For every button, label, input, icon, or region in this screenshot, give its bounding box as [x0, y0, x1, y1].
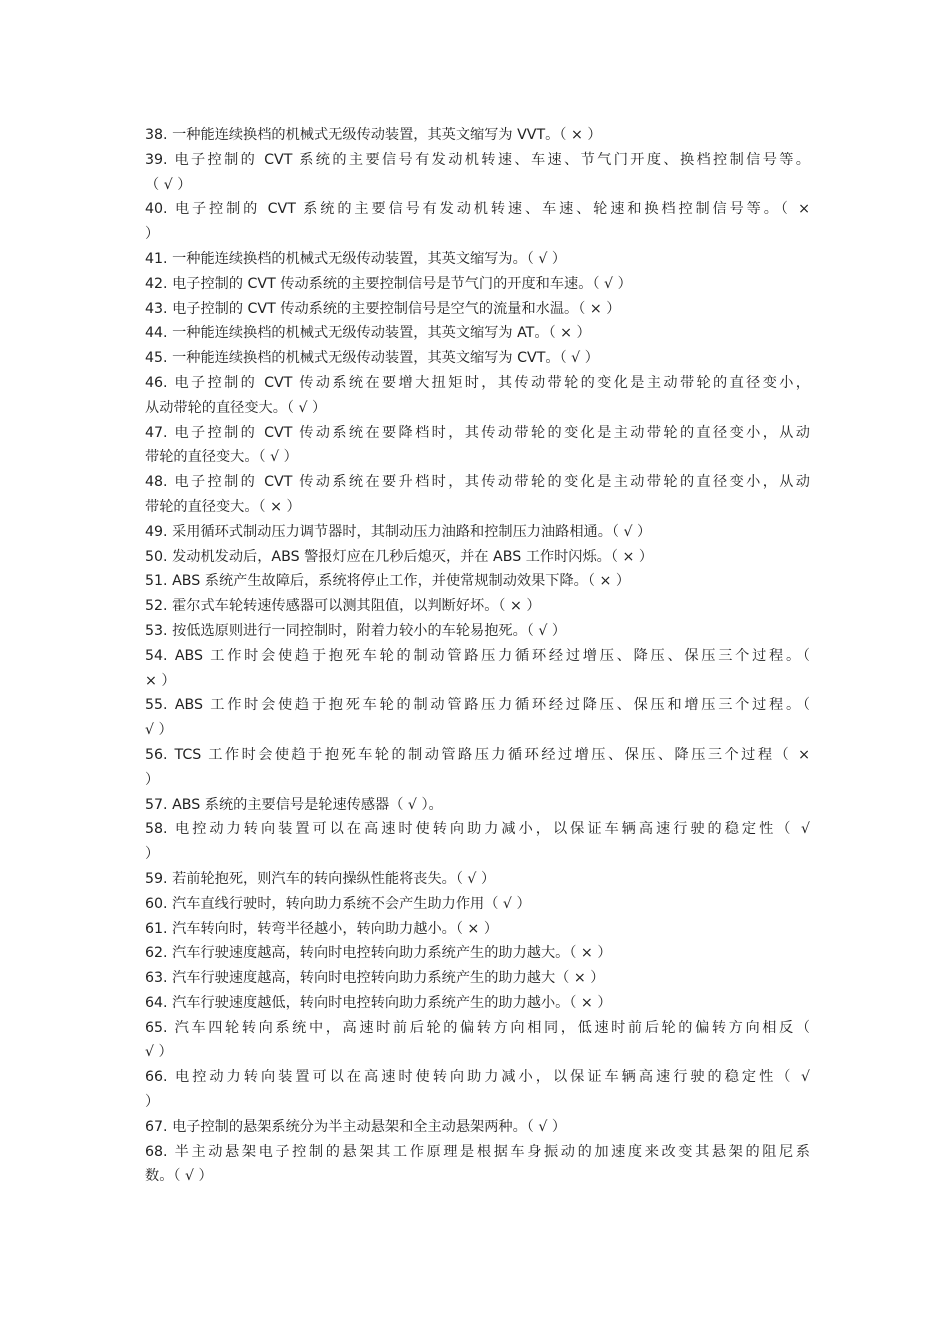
text-line: 数。（ √ ）	[145, 1168, 213, 1185]
text-line: 68. 半主动悬架电子控制的悬架其工作原理是根据车身振动的加速度来改变其悬架的阻尼系	[145, 1143, 810, 1160]
document-body	[145, 123, 810, 1189]
text-line: 55. ABS 工作时会使趋于抱死车轮的制动管路压力循环经过降压、保压和增压三个过程。（	[145, 697, 810, 714]
text-line: 51. ABS 系统产生故障后，系统将停止工作，并使常规制动效果下降。（ × ）	[145, 573, 631, 590]
text-line: √ ）	[145, 722, 173, 739]
text-line: 56. TCS 工作时会使趋于抱死车轮的制动管路压力循环经过增压、保压、降压三个过程（ ×	[145, 746, 810, 763]
text-line: ）	[145, 846, 160, 863]
text-line: 60. 汽车直线行驶时，转向助力系统不会产生助力作用（ √ ）	[145, 895, 531, 912]
text-line: 54. ABS 工作时会使趋于抱死车轮的制动管路压力循环经过增压、降压、保压三个过程。（	[145, 647, 810, 664]
text-line: × ）	[145, 672, 176, 689]
text-line: ）	[145, 226, 160, 243]
text-line: 52. 霍尔式车轮转速传感器可以测其阻值，以判断好坏。（ × ）	[145, 598, 541, 615]
text-line: 带轮的直径变大。（ × ）	[145, 498, 301, 515]
text-line: 39. 电子控制的 CVT 系统的主要信号有发动机转速、车速、节气门开度、换档控制信号等。	[145, 151, 810, 168]
text-line: √ ）	[145, 1044, 173, 1061]
text-line: （ √ ）	[145, 176, 192, 193]
text-line: ）	[145, 1094, 160, 1111]
text-line: 53. 按低选原则进行一同控制时，附着力较小的车轮易抱死。（ √ ）	[145, 622, 567, 639]
text-line: 58. 电控动力转向装置可以在高速时使转向助力减小，以保证车辆高速行驶的稳定性（ √	[145, 821, 810, 838]
text-line: 46. 电子控制的 CVT 传动系统在要增大扭矩时，其传动带轮的变化是主动带轮的直径变小，	[145, 374, 810, 391]
text-line: 63. 汽车行驶速度越高，转向时电控转向助力系统产生的助力越大（ × ）	[145, 970, 605, 987]
text-line: 61. 汽车转向时，转弯半径越小，转向助力越小。（ × ）	[145, 920, 499, 937]
text-line: 47. 电子控制的 CVT 传动系统在要降档时，其传动带轮的变化是主动带轮的直径变小，从动	[145, 424, 810, 441]
text-line: 42. 电子控制的 CVT 传动系统的主要控制信号是节气门的开度和车速。（ √ ）	[145, 275, 632, 292]
text-line: 59. 若前轮抱死，则汽车的转向操纵性能将丧失。（ √ ）	[145, 870, 496, 887]
text-line: 43. 电子控制的 CVT 传动系统的主要控制信号是空气的流量和水温。（ × ）	[145, 300, 621, 317]
text-line: 66. 电控动力转向装置可以在高速时使转向助力减小，以保证车辆高速行驶的稳定性（ √	[145, 1069, 810, 1086]
text-line: 44. 一种能连续换档的机械式无级传动装置，其英文缩写为 AT。（ × ）	[145, 325, 591, 342]
text-line: 从动带轮的直径变大。（ √ ）	[145, 399, 327, 416]
text-line: 38. 一种能连续换档的机械式无级传动装置，其英文缩写为 VVT。（ × ）	[145, 127, 602, 143]
text-line: ）	[145, 771, 160, 788]
text-line: 65. 汽车四轮转向系统中，高速时前后轮的偏转方向相同，低速时前后轮的偏转方向相反（	[145, 1019, 810, 1036]
text-line: 45. 一种能连续换档的机械式无级传动装置，其英文缩写为 CVT。（ √ ）	[145, 350, 599, 367]
text-line: 50. 发动机发动后，ABS 警报灯应在几秒后熄灭，并在 ABS 工作时闪烁。（ × ）	[145, 548, 654, 565]
text-line: 48. 电子控制的 CVT 传动系统在要升档时，其传动带轮的变化是主动带轮的直径变小，从动	[145, 474, 810, 491]
text-line: 49. 采用循环式制动压力调节器时，其制动压力油路和控制压力油路相通。（ √ ）	[145, 523, 652, 540]
text-line: 64. 汽车行驶速度越低，转向时电控转向助力系统产生的助力越小。（ × ）	[145, 994, 612, 1011]
text-line: 40. 电子控制的 CVT 系统的主要信号有发动机转速、车速、轮速和换档控制信号等。（ ×	[145, 201, 810, 218]
text-line: 67. 电子控制的悬架系统分为半主动悬架和全主动悬架两种。（ √ ）	[145, 1118, 567, 1135]
text-line: 57. ABS 系统的主要信号是轮速传感器（ √ ）。	[145, 796, 443, 813]
text-line: 带轮的直径变大。（ √ ）	[145, 449, 298, 466]
text-line: 62. 汽车行驶速度越高，转向时电控转向助力系统产生的助力越大。（ × ）	[145, 945, 612, 962]
text-line: 41. 一种能连续换档的机械式无级传动装置，其英文缩写为。（ √ ）	[145, 250, 567, 267]
